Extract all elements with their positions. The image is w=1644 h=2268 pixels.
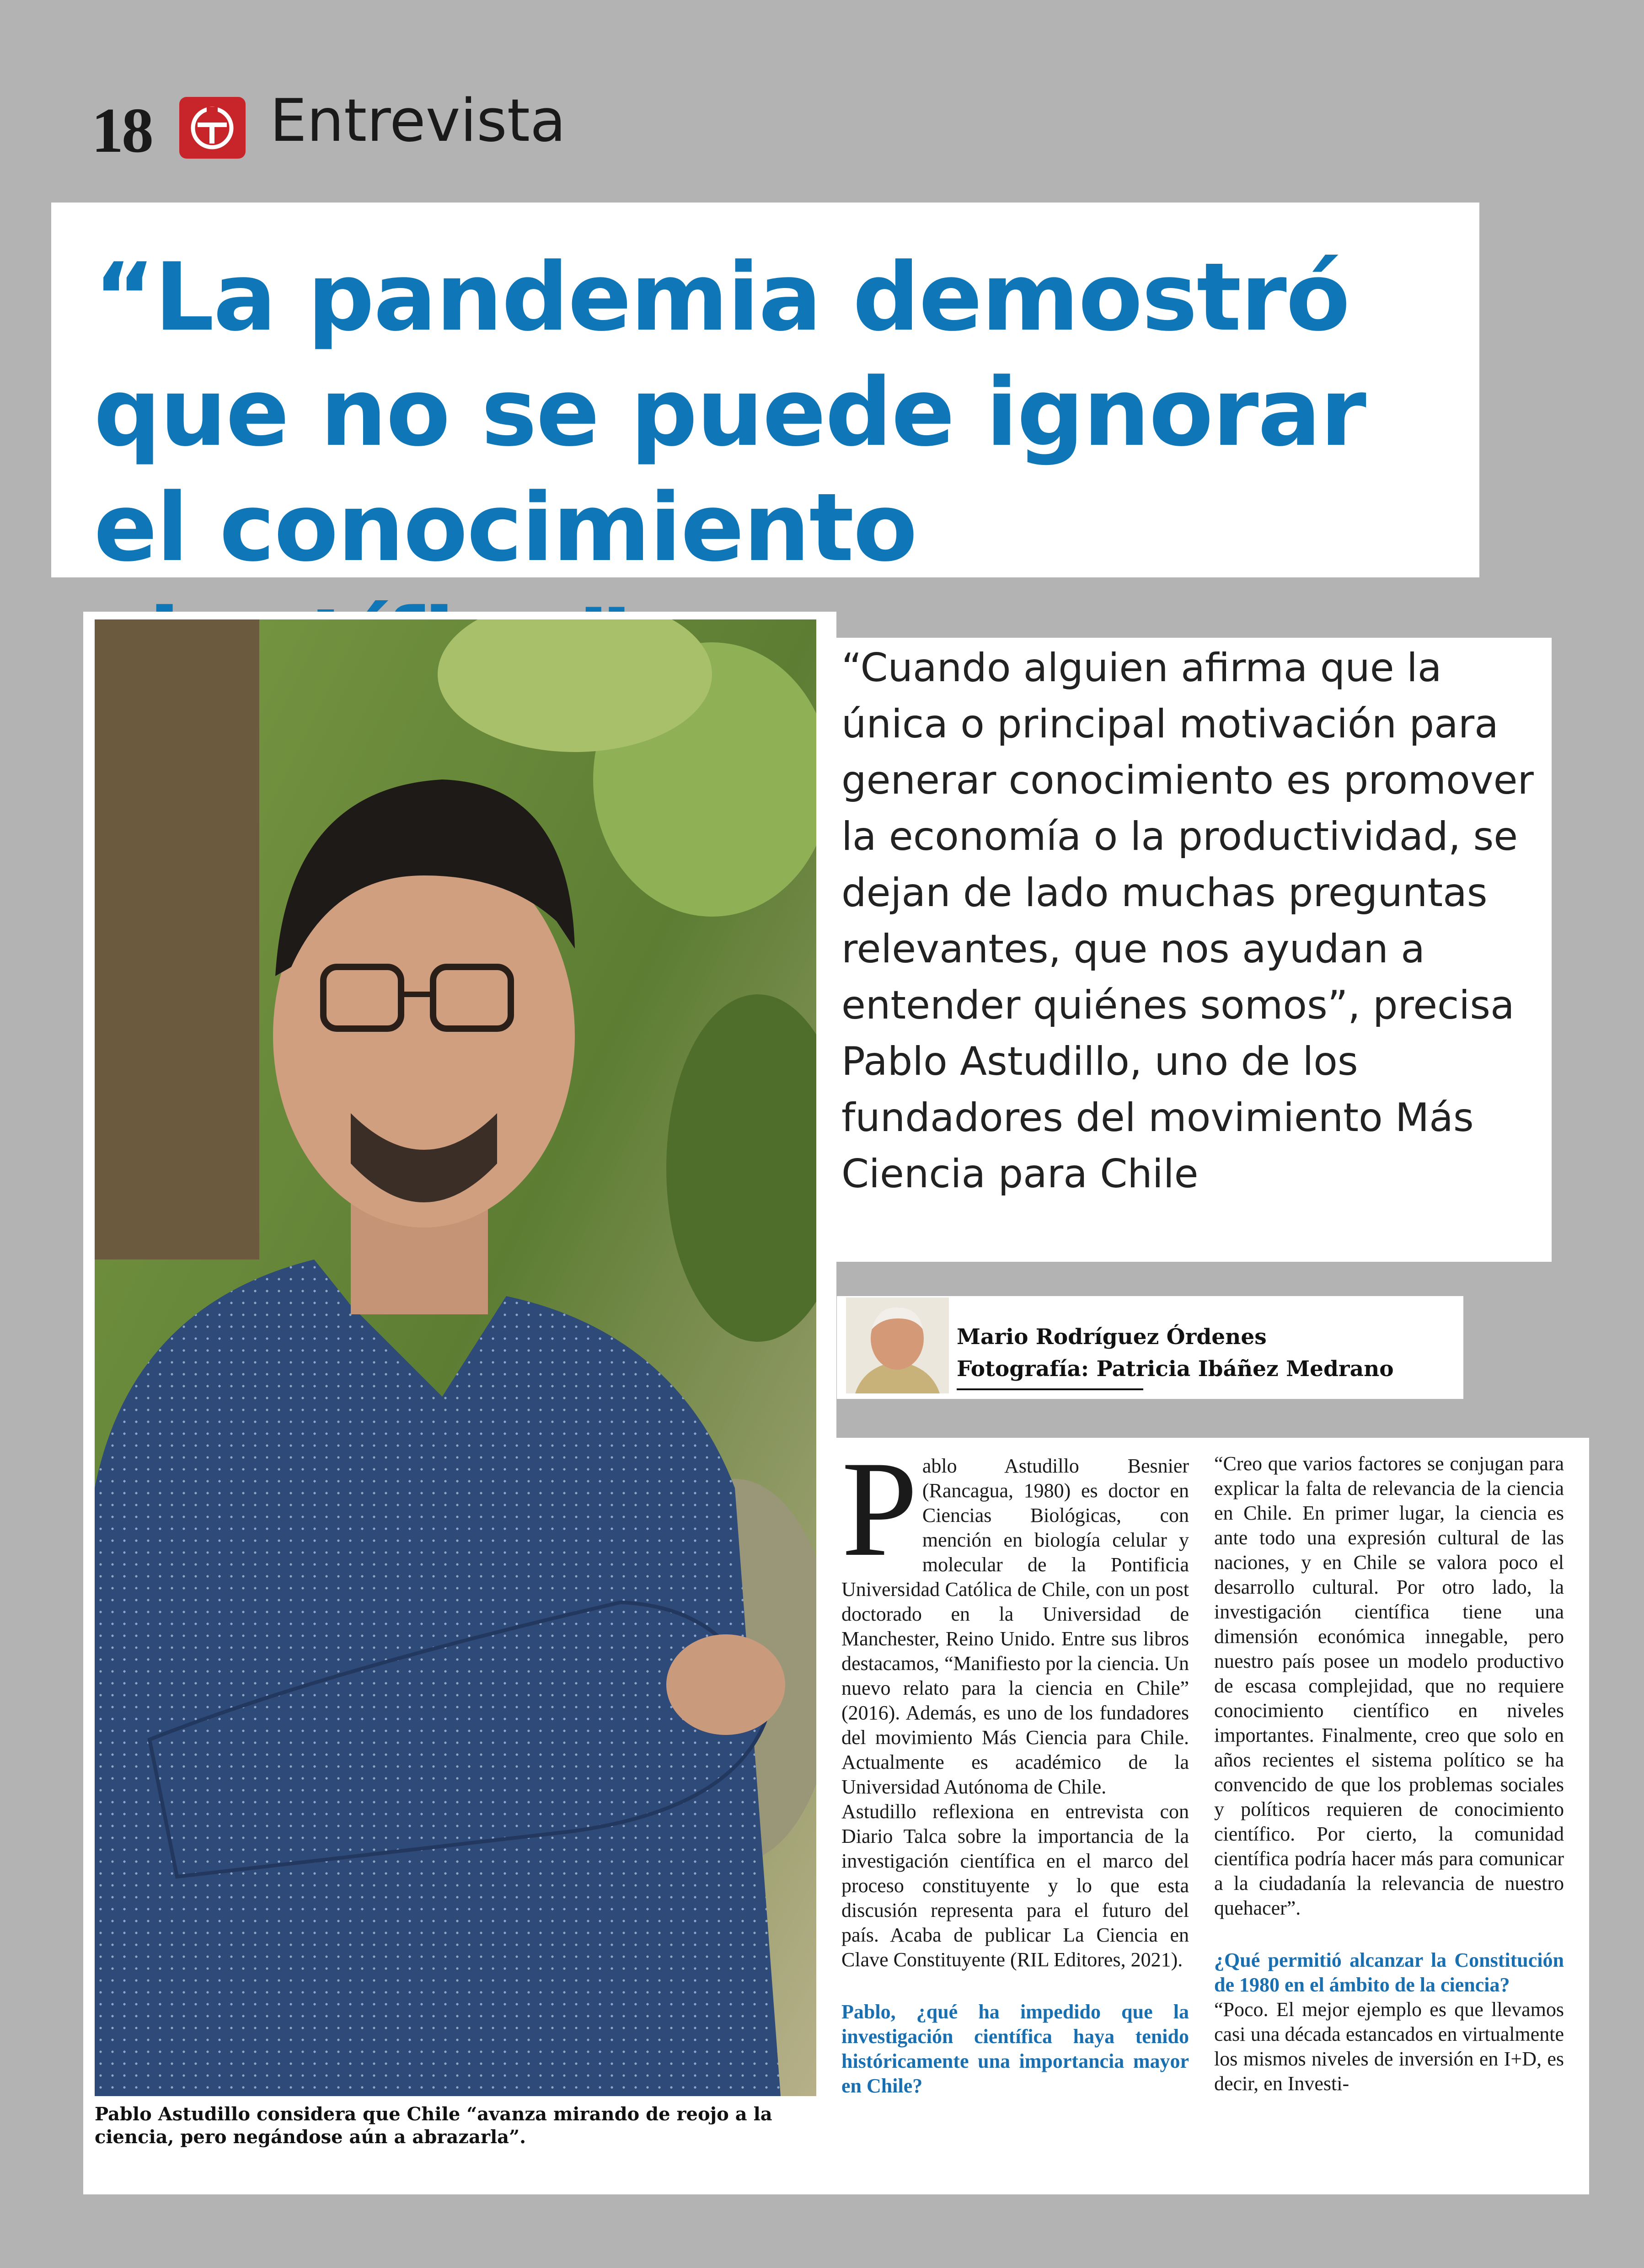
pull-quote: “Cuando alguien afirma que la única o principal motivación para generar conocimiento es promover la economía o la productividad, se dejan de lado muchas preguntas relevantes, que nos ayudan a entender quiénes somos”, precisa Pablo Astudillo, uno de los fundadores del movimiento Más Ciencia para Chile — [841, 645, 1534, 1197]
article-paragraph: “Poco. El mejor ejemplo es que llevamos casi una década estancados en virtualmente los mismos niveles de inversión en I+D, es decir, en Investi- — [1214, 1998, 1564, 2095]
page-number: 18 — [91, 95, 152, 166]
article-paragraph: Astudillo reflexiona en entrevista con Diario Talca sobre la importancia de la investigación científica en el marco del proceso constituyente y lo que esta discusión representa para el futuro del país. Acaba de publicar La Ciencia en Clave Constituyente (RIL Editores, 2021). — [841, 1800, 1189, 1971]
interview-question: Pablo, ¿qué ha impedido que la investigación científica haya tenido históricamente una importancia mayor en Chile? — [841, 2001, 1189, 2097]
photo-caption: Pablo Astudillo considera que Chile “avanza mirando de reojo a la ciencia, pero negándose aún a abrazarla”. — [95, 2103, 772, 2148]
byline-text — [957, 1321, 1394, 1385]
drop-cap: P — [841, 1433, 918, 1585]
article-paragraph: ablo Astudillo Besnier (Rancagua, 1980) es doctor en Ciencias Biológicas, con mención en biología celular y molecular de la Pontificia Universidad Católica de Chile, con un post doctorado en la Universidad de Manchester, Reino Unido. Entre sus libros destacamos, “Manifiesto por la ciencia. Un nuevo relato para la ciencia en Chile” (2016). Además, es uno de los fundadores del movimiento Más Ciencia para Chile. Actualmente es académico de la Universidad Autónoma de Chile. — [841, 1455, 1189, 1798]
author-avatar — [846, 1297, 949, 1393]
newspaper-logo-icon — [179, 97, 246, 159]
author-name: Mario Rodríguez Órdenes — [957, 1324, 1267, 1350]
byline-rule — [957, 1388, 1143, 1390]
article-column-2 — [1214, 1452, 1564, 2096]
interview-question: ¿Qué permitió alcanzar la Constitución de 1980 en el ámbito de la ciencia? — [1214, 1949, 1564, 1996]
article-column-1 — [841, 1433, 1189, 2098]
photo-credit: Fotografía: Patricia Ibáñez Medrano — [957, 1356, 1394, 1382]
headline: “La pandemia demostró que no se puede ignorar el conocimiento — [94, 243, 1366, 582]
section-title: Entrevista — [270, 87, 566, 155]
portrait-photo — [95, 619, 816, 2096]
article-paragraph: “Creo que varios factores se conjugan para explicar la falta de relevancia de la ciencia en Chile. En primer lugar, la ciencia es ante todo una expresión cultural de las naciones, y en Chile se valora poco el desarrollo cultural. Por otro lado, la investigación científica tiene una dimensión económica innegable, pero nuestro país posee un modelo productivo de escasa complejidad, que no requiere conocimiento científico en niveles importantes. Finalmente, creo que solo en años recientes el sistema político se ha convencido de que los problemas sociales y políticos requieren de conocimiento científico. Por cierto, la comunidad científica podría hacer más para comunicar a la ciudadanía la relevancia de nuestro quehacer”. — [1214, 1452, 1564, 1919]
